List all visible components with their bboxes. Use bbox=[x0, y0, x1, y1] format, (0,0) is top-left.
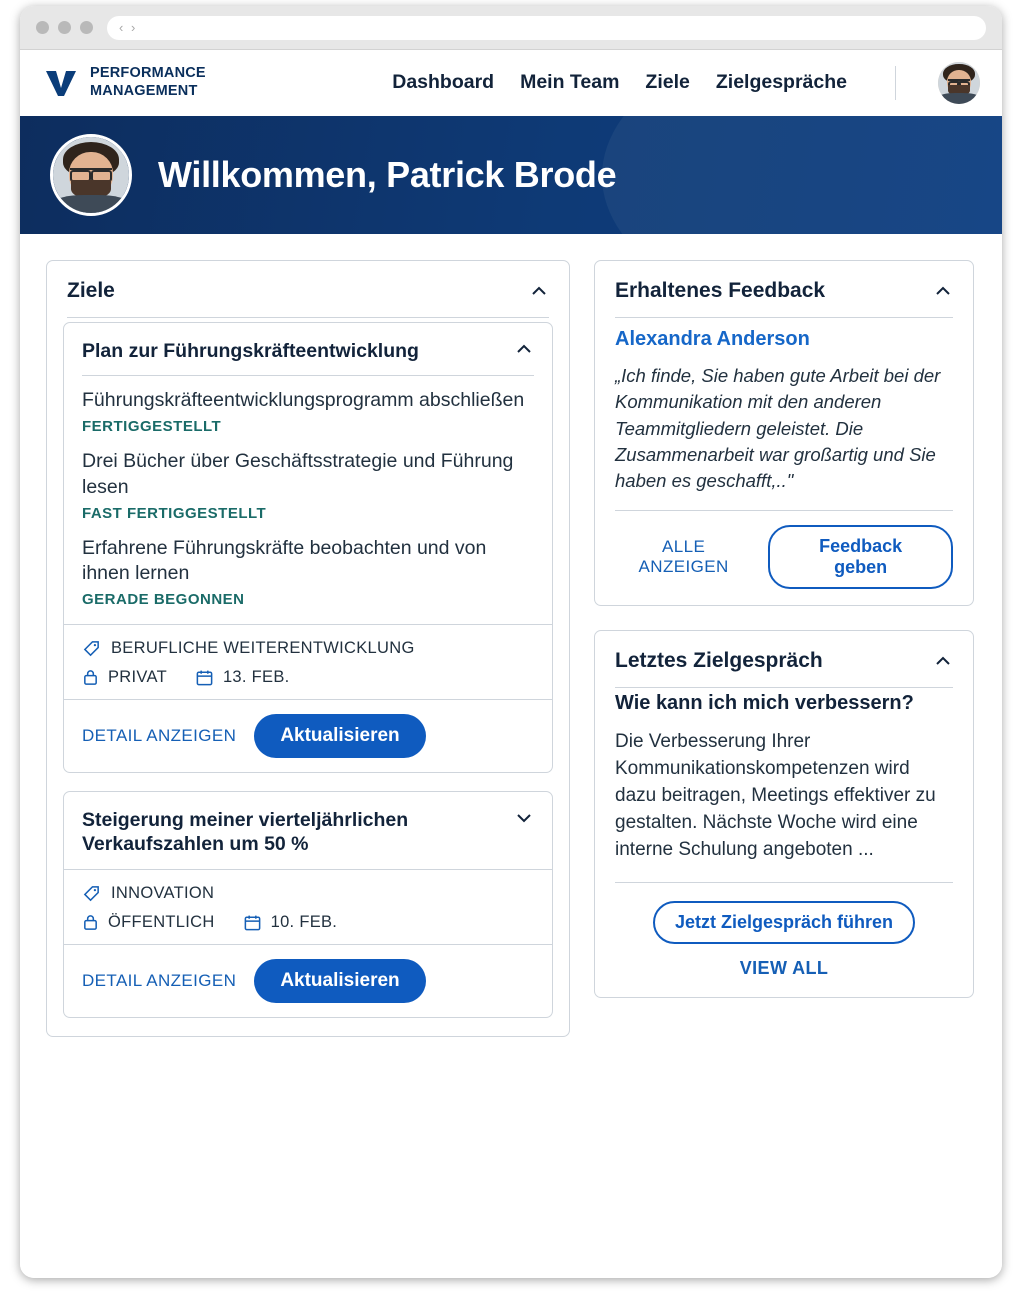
goal-header[interactable] bbox=[64, 792, 552, 869]
status-badge: FAST FERTIGGESTELLT bbox=[82, 504, 267, 522]
lock-icon bbox=[82, 913, 99, 932]
calendar-icon bbox=[195, 668, 214, 687]
meta-visibility-date-row bbox=[82, 913, 534, 932]
goal-item bbox=[82, 388, 534, 435]
goal-header[interactable] bbox=[64, 323, 552, 375]
goal-category: BERUFLICHE WEITERENTWICKLUNG bbox=[111, 639, 415, 658]
goal-due-date: 10. FEB. bbox=[270, 912, 338, 931]
goal-item bbox=[82, 449, 534, 521]
nav-item-ziele[interactable]: Ziele bbox=[645, 71, 690, 93]
chevron-up-icon[interactable] bbox=[529, 281, 549, 301]
view-detail-button[interactable]: DETAIL ANZEIGEN bbox=[82, 970, 237, 990]
meta-category-row bbox=[82, 884, 534, 903]
close-icon[interactable] bbox=[36, 21, 49, 34]
tag-icon bbox=[82, 884, 101, 903]
due-date bbox=[195, 668, 290, 687]
logo-icon bbox=[42, 66, 80, 100]
nav-item-zielgespraeche[interactable]: Zielgespräche bbox=[715, 71, 847, 93]
feedback-author-link[interactable]: Alexandra Anderson bbox=[615, 328, 810, 350]
avatar-image bbox=[938, 62, 980, 104]
due-date bbox=[243, 913, 338, 932]
nav-links bbox=[392, 62, 980, 104]
update-button[interactable]: Aktualisieren bbox=[254, 714, 425, 758]
checkin-card-header[interactable] bbox=[615, 631, 953, 688]
minimize-icon[interactable] bbox=[58, 21, 71, 34]
meta-category-row bbox=[82, 639, 534, 658]
goals-card-header[interactable] bbox=[67, 261, 549, 318]
welcome-banner bbox=[20, 116, 1002, 234]
nav-item-dashboard[interactable]: Dashboard bbox=[392, 71, 495, 93]
update-button[interactable]: Aktualisieren bbox=[254, 959, 425, 1003]
view-detail-button[interactable]: DETAIL ANZEIGEN bbox=[82, 726, 237, 746]
feedback-quote: „Ich finde, Sie haben gute Arbeit bei der Kommunikation mit den anderen Teammitgliedern geleistet. Die Zusammenarbeit war großartig und Sie haben es geschafft,.." bbox=[615, 365, 941, 492]
feedback-actions bbox=[615, 510, 953, 605]
browser-titlebar bbox=[20, 6, 1002, 50]
chevron-down-icon[interactable] bbox=[514, 808, 534, 828]
brand-text bbox=[90, 65, 206, 99]
checkin-card-title: Letztes Zielgespräch bbox=[615, 649, 823, 673]
goal-item bbox=[82, 536, 534, 608]
status-badge: FERTIGGESTELLT bbox=[82, 418, 222, 436]
goal-card-leadership bbox=[63, 322, 553, 773]
goals-card-title: Ziele bbox=[67, 279, 115, 302]
goal-actions bbox=[64, 944, 552, 1017]
goal-card-sales bbox=[63, 791, 553, 1018]
banner-avatar bbox=[50, 134, 132, 216]
goal-visibility: ÖFFENTLICH bbox=[108, 912, 215, 931]
chevron-up-icon[interactable] bbox=[933, 281, 953, 301]
main-content bbox=[20, 234, 1002, 1061]
goal-due-date: 13. FEB. bbox=[222, 668, 290, 687]
left-column bbox=[46, 260, 570, 1061]
goals-card bbox=[46, 260, 570, 1037]
tag-icon bbox=[82, 639, 101, 658]
app-navbar bbox=[20, 50, 1002, 116]
goal-meta bbox=[64, 869, 552, 944]
goal-item-text: Drei Bücher über Geschäftsstrategie und Führung lesen bbox=[82, 450, 514, 498]
goal-title: Steigerung meiner vierteljährlichen Verkaufszahlen um 50 % bbox=[82, 809, 409, 856]
goal-item-text: Führungskräfteentwicklungsprogramm abschließen bbox=[82, 389, 525, 412]
browser-window bbox=[20, 6, 1002, 1278]
view-all-feedback-button[interactable]: ALLE ANZEIGEN bbox=[615, 537, 752, 577]
chevron-up-icon[interactable] bbox=[514, 339, 534, 359]
banner-avatar-image bbox=[53, 137, 129, 213]
feedback-body bbox=[595, 318, 973, 510]
visibility bbox=[82, 913, 215, 932]
goal-category: INNOVATION bbox=[111, 883, 215, 902]
goal-actions bbox=[64, 699, 552, 772]
avatar[interactable] bbox=[938, 62, 980, 104]
visibility bbox=[82, 668, 167, 687]
view-all-checkins-button[interactable]: VIEW ALL bbox=[739, 958, 829, 979]
checkin-question: Wie kann ich mich verbessern? bbox=[615, 692, 914, 715]
start-checkin-button[interactable]: Jetzt Zielgespräch führen bbox=[653, 901, 915, 944]
give-feedback-button[interactable]: Feedback geben bbox=[768, 525, 953, 589]
lock-icon bbox=[82, 668, 99, 687]
goal-visibility: PRIVAT bbox=[108, 668, 167, 687]
checkin-answer: Die Verbesserung Ihrer Kommunikationskompetenzen wird dazu beitragen, Meetings effektiver zu gestalten. Nächste Woche wird eine interne Schulung angeboten ... bbox=[615, 731, 936, 861]
meta-visibility-date-row bbox=[82, 668, 534, 687]
brand[interactable] bbox=[42, 65, 206, 99]
page-viewport bbox=[20, 50, 1002, 1278]
address-bar[interactable] bbox=[107, 16, 986, 40]
brand-line-2: MANAGEMENT bbox=[90, 82, 198, 99]
goal-item-text: Erfahrene Führungskräfte beobachten und von ihnen lernen bbox=[82, 536, 487, 585]
checkin-body bbox=[595, 688, 973, 882]
maximize-icon[interactable] bbox=[80, 21, 93, 34]
window-controls[interactable] bbox=[36, 21, 93, 34]
goal-meta bbox=[64, 624, 552, 699]
feedback-card-header[interactable] bbox=[615, 261, 953, 318]
feedback-card-title: Erhaltenes Feedback bbox=[615, 279, 826, 302]
right-column bbox=[594, 260, 974, 1061]
welcome-title: Willkommen, Patrick Brode bbox=[158, 154, 617, 195]
chevron-up-icon[interactable] bbox=[933, 651, 953, 671]
brand-line-1: PERFORMANCE bbox=[90, 65, 206, 82]
status-badge: GERADE BEGONNEN bbox=[82, 591, 245, 609]
feedback-card bbox=[594, 260, 974, 606]
nav-item-mein-team[interactable]: Mein Team bbox=[520, 71, 620, 93]
calendar-icon bbox=[243, 913, 262, 932]
checkin-actions bbox=[615, 882, 953, 997]
checkin-card bbox=[594, 630, 974, 998]
nav-divider bbox=[895, 66, 896, 100]
goal-title: Plan zur Führungskräfteentwicklung bbox=[82, 340, 419, 362]
goal-items bbox=[64, 376, 552, 624]
nav-arrows-icon[interactable]: ‹ › bbox=[119, 20, 138, 35]
